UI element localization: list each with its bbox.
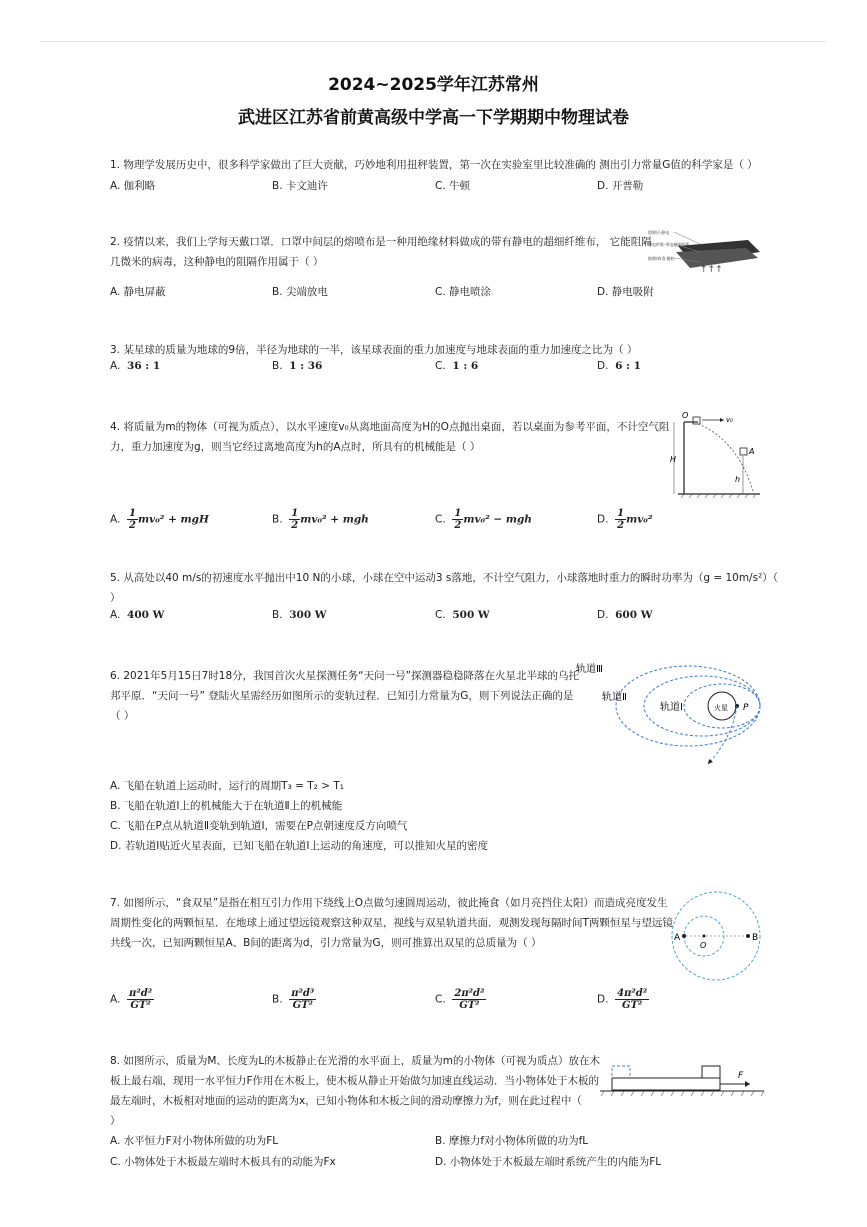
q5-option-a[interactable]: A. 400 W <box>110 609 165 621</box>
q8-option-a[interactable]: A. 水平恒力F对小物体所做的功为FL <box>110 1135 279 1147</box>
question-3-stem: 3. 某星球的质量为地球的9倍，半径为地球的一半，该星球表面的重力加速度与地球表面的重力加速度之比为（ ） <box>110 344 638 356</box>
question-6-line3: （ ） <box>110 710 135 722</box>
q8-board-figure <box>598 1060 766 1102</box>
q6-option-a[interactable]: A. 飞船在轨道上运动时，运行的周期T₃ = T₂ > T₁ <box>110 780 344 792</box>
q7-binary-star-figure <box>670 888 766 984</box>
svg-text:↑↑↑: ↑↑↑ <box>700 265 723 274</box>
question-4-line2: 力，重力加速度为g，则当它经过离地高度为h的A点时，所具有的机械能是（ ） <box>110 441 481 453</box>
question-5-line2: ） <box>110 592 121 604</box>
question-8-line4: ） <box>110 1115 121 1127</box>
q7-option-b[interactable]: B. $\frac{\text{π²d³}}{\text{GT²}}$ <box>272 988 315 1011</box>
question-8-line1: 8. 如图所示，质量为M、长度为L的木板静止在光滑的水平面上，质量为m的小物体（可视为质点）放在木 <box>110 1055 600 1067</box>
q4-projectile-figure <box>668 410 764 502</box>
q1-option-a[interactable]: A. 伽利略 <box>110 180 156 192</box>
fig7-label-b: B <box>752 933 759 943</box>
fig4-label-o: O <box>682 411 689 420</box>
q2-option-d[interactable]: D. 静电吸附 <box>597 286 654 298</box>
fig7-label-a: A <box>674 933 681 943</box>
question-2-line2: 几微米的病毒，这种静电的阻隔作用属于（ ） <box>110 256 324 268</box>
fig2-label-2: 带电纤维·带电超细纤维 <box>648 242 690 247</box>
q4-option-b[interactable]: B. $\frac{1}{2}$ mv₀² + mgh <box>272 508 369 531</box>
q2-mask-figure <box>648 222 760 274</box>
fig4-label-h-big: H <box>670 455 677 464</box>
center-o <box>703 935 706 938</box>
q3-option-c[interactable]: C. 1 : 6 <box>435 360 479 372</box>
q5-option-b[interactable]: B. 300 W <box>272 609 327 621</box>
question-5-line1: 5. 从高处以40 m/s的初速度水平抛出中10 N的小球，小球在空中运动3 s落地，不计空气阻力，小球落地时重力的瞬时功率为（g = 10m/s²）（ <box>110 572 779 584</box>
top-divider <box>40 41 827 42</box>
fig4-label-a: A <box>749 447 755 456</box>
q4-option-a[interactable]: A. $\frac{1}{2}$ mv₀² + mgH <box>110 508 209 531</box>
q8-option-d[interactable]: D. 小物体处于木板最左端时系统产生的内能为FL <box>435 1156 662 1168</box>
fig6-label-mars: 火星 <box>714 704 728 712</box>
question-8-line2: 板上最右端，现用一水平恒力F作用在木板上，使木板从静止开始做匀加速直线运动．当小物体处于木板的 <box>110 1075 600 1087</box>
fig2-label-3: 细菌/病毒·微粒 <box>648 256 675 261</box>
q6-option-d[interactable]: D. 若轨道Ⅰ贴近火星表面，已知飞船在轨道Ⅰ上运动的角速度，可以推知火星的密度 <box>110 840 488 852</box>
question-2-line1: 2. 疫情以来，我们上学每天戴口罩．口罩中间层的熔喷布是一种用绝缘材料做成的带有静电的超细纤维布， 它能阻隔 <box>110 236 652 248</box>
question-6-line2: 邦平原．“天问一号” 登陆火星需经历如图所示的变轨过程．已知引力常量为G，则下列说法正确的是 <box>110 690 574 702</box>
q3-option-a[interactable]: A. 36 : 1 <box>110 360 161 372</box>
q6-orbit-figure <box>572 660 764 772</box>
q3-option-d[interactable]: D. 6 : 1 <box>597 360 641 372</box>
ball-at-a <box>740 448 747 455</box>
q2-option-b[interactable]: B. 尖端放电 <box>272 286 328 298</box>
fig6-label-p: P <box>743 703 749 713</box>
fig6-label-orbit1: 轨道Ⅰ <box>660 702 683 713</box>
ball-at-o <box>693 417 700 424</box>
q6-option-c[interactable]: C. 飞船在P点从轨道Ⅱ变轨到轨道Ⅰ，需要在P点朝速度反方向喷气 <box>110 820 408 832</box>
question-7-line1: 7. 如图所示，“食双星”是指在相互引力作用下绕线上O点做匀速圆周运动，彼此掩食（如月亮挡住太阳）而造成亮度发生 <box>110 897 668 909</box>
question-7-line2: 周期性变化的两颗恒星．在地球上通过望远镜观察这种双星，视线与双星轨道共面．观测发现每隔时间T两颗恒星与望远镜 <box>110 917 673 929</box>
star-a <box>682 934 686 938</box>
fig6-label-orbit3: 轨道Ⅲ <box>576 664 603 675</box>
fig4-label-v0: v₀ <box>726 416 733 424</box>
q2-option-c[interactable]: C. 静电喷涂 <box>435 286 492 298</box>
q7-option-c[interactable]: C. $\frac{\text{2π²d²}}{\text{GT²}}$ <box>435 988 485 1011</box>
fig6-label-orbit2: 轨道Ⅱ <box>602 692 627 703</box>
q5-option-d[interactable]: D. 600 W <box>597 609 653 621</box>
q8-option-c[interactable]: C. 小物体处于木板最左端时木板具有的动能为Fx <box>110 1156 336 1168</box>
q2-option-a[interactable]: A. 静电屏蔽 <box>110 286 166 298</box>
fig4-label-h: h <box>735 475 741 484</box>
small-block <box>702 1066 720 1078</box>
q4-option-c[interactable]: C. $\frac{1}{2}$ mv₀² − mgh <box>435 508 532 531</box>
fig7-label-o: O <box>700 941 707 950</box>
page-subtitle: 武进区江苏省前黄高级中学高一下学期期中物理试卷 <box>238 108 629 128</box>
q1-option-c[interactable]: C. 牛顿 <box>435 180 471 192</box>
q5-option-c[interactable]: C. 500 W <box>435 609 490 621</box>
q1-option-b[interactable]: B. 卡文迪许 <box>272 180 328 192</box>
q7-option-a[interactable]: A. $\frac{\text{π²d²}}{\text{GT²}}$ <box>110 988 153 1011</box>
question-1-stem: 1. 物理学发展历史中，很多科学家做出了巨大贡献，巧妙地利用扭秤装置，第一次在实验室里比较准确的 测出引力常量G值的科学家是（ ） <box>110 159 758 171</box>
block-final-position <box>612 1066 630 1078</box>
page-title: 2024~2025学年江苏常州 <box>328 75 539 95</box>
star-b <box>746 934 750 938</box>
q3-option-b[interactable]: B. 1 : 36 <box>272 360 323 372</box>
question-4-line1: 4. 将质量为m的物体（可视为质点），以水平速度v₀从离地面高度为H的O点抛出桌面，若以桌面为参考平面，不计空气阻 <box>110 421 670 433</box>
fig8-label-f: F <box>738 1071 744 1081</box>
q8-option-b[interactable]: B. 摩擦力f对小物体所做的功为fL <box>435 1135 589 1147</box>
q4-option-d[interactable]: D. $\frac{1}{2}$ mv₀² <box>597 508 653 531</box>
q7-option-d[interactable]: D. $\frac{\text{4π²d²}}{\text{GT²}}$ <box>597 988 648 1011</box>
question-7-line3: 共线一次，已知两颗恒星A、B间的距离为d，引力常量为G，则可推算出双星的总质量为（ ） <box>110 937 542 949</box>
board <box>612 1078 720 1090</box>
fig2-label-1: 熔喷层·静电 <box>648 230 670 235</box>
question-6-line1: 6. 2021年5月15日7时18分，我国首次火星探测任务“天问一号”探测器稳稳降落在火星北半球的乌托 <box>110 670 580 682</box>
question-8-line3: 最左端时，木板相对地面的运动的距离为x，已知小物体和木板之间的滑动摩擦力为f，则在此过程中（ <box>110 1095 582 1107</box>
q1-option-d[interactable]: D. 开普勒 <box>597 180 644 192</box>
q6-option-b[interactable]: B. 飞船在轨道Ⅰ上的机械能大于在轨道Ⅱ上的机械能 <box>110 800 343 812</box>
